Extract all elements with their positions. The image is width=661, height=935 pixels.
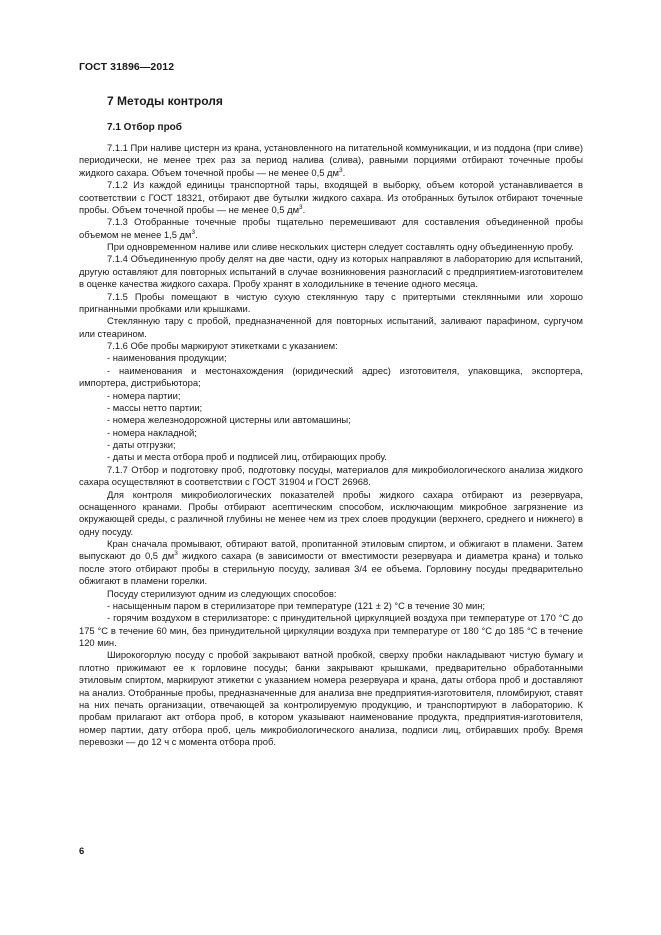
paragraph: 7.1.5 Пробы помещают в чистую сухую стеклянную тару с притертыми стеклянными или хорошо пригнанными пробками или крышками.: [79, 290, 583, 314]
list-item: - номера накладной;: [107, 426, 197, 438]
paragraph: 7.1.4 Объединенную пробу делят на две части, одну из которых направляют в лабораторию для испытаний, другую оставляют для повторных испытаний в случае возникновения разногласий с предприятием-изготовителем в оценке качества жидкого сахара. Пробу хранят в холодильнике в течение одного месяца.: [79, 253, 583, 290]
document-header-code: ГОСТ 31896—2012: [79, 61, 175, 73]
list-item: - наименования продукции;: [107, 352, 227, 364]
document-body: [79, 142, 583, 748]
paragraph: 7.1.6 Обе пробы маркируют этикетками с указанием:: [107, 340, 338, 351]
paragraph: Для контроля микробиологических показателей пробы жидкого сахара отбирают из резервуара, оснащенного кранами. Пробы отбирают асептическим способом, исключающим микробное загрязнение из окружающей среды, с различной глубины не менее чем из трех слоев продукции (верхнего, среднего и нижнего) в одну посуду.: [79, 488, 583, 537]
page-number: 6: [79, 846, 85, 857]
paragraph: 7.1.2 Из каждой единицы транспортной тары, входящей в выборку, объем которой устанавливается в соответствии с ГОСТ 18321, отбирают две бутылки жидкого сахара. Из отобранных бутылок отбирают точечные пробы. Объем точечной пробы — не менее 0,5 $дм^3$.: [79, 179, 583, 215]
list-item: - даты и места отбора проб и подписей лиц, отбирающих пробу.: [107, 451, 387, 463]
paragraph: 7.1.7 Отбор и подготовку проб, подготовку посуды, материалов для микробиологического анализа жидкого сахара осуществляют в соответствии с ГОСТ 31904 и ГОСТ 26968.: [79, 463, 583, 488]
paragraph: Широкогорлую посуду с пробой закрывают ватной пробкой, сверху пробки накладывают чистую бумагу и плотно прижимают ее к горловине посуды; банки закрывают крышками, предварительно обработанными этиловым спиртом, маркируют этикетки с указанием номера резервуара и крана, даты отбора проб и доставляют на анализ. Отобранные пробы, предназначенные для анализа вне предприятия-изготовителя, пломбируют, ставят на них печать организации, отвечающей за контролируемую продукцию, и транспортируют в лабораторию. К пробам прилагают акт отбора проб, в котором указывают наименование продукта, предприятия-изготовителя, номер партии, дату отбора проб, цель микробиологического анализа, подписи лиц, отбиравших пробу. Время перевозки — до 12 ч с момента отбора проб.: [79, 649, 583, 747]
list-item: - насыщенным паром в стерилизаторе при температуре (121 ± 2) °С в течение 30 мин;: [107, 599, 486, 611]
section-title: 7 Методы контроля: [107, 94, 223, 108]
paragraph: Посуду стерилизуют одним из следующих способов:: [107, 587, 337, 599]
subsection-title: 7.1 Отбор проб: [107, 122, 182, 133]
list-item: - номера железнодорожной цистерны или автомашины;: [107, 414, 351, 426]
list-item: - массы нетто партии;: [107, 401, 203, 413]
paragraph: Кран сначала промывают, обтирают ватой, пропитанной этиловым спиртом, и обжигают в пламени. Затем выпускают до 0,5 $дм^3$ жидкого сахара (в зависимости от вместимости резервуара и диаметра крана) и только после этого отбирают пробы в стерильную посуду, заливая 3/4 ее объема. Горловину посуды предварительно обжигают в пламени горелки.: [79, 538, 584, 587]
paragraph: 7.1.1 При наливе цистерн из крана, установленного на питательной коммуникации, и из поддона (при сливе) периодически, не менее трех раз за период налива (слива), равными порциями отбирают точечные пробы жидкого сахара. Объем точечной пробы — не менее 0,5 $дм^3$.: [79, 142, 583, 178]
list-item: - номера партии;: [107, 389, 181, 401]
paragraph: 7.1.3 Отобранные точечные пробы тщательно перемешивают для составления объединенной пробы объемом не менее 1,5 $дм^3$.: [79, 216, 583, 240]
list-item: - горячим воздухом в стерилизаторе: с принудительной циркуляцией воздуха при температуре от 170 °С до 175 °С в течение 60 мин, без принудительной циркуляции воздуха при температуре от 180 °С до 185 °С в течение 120 мин.: [79, 612, 583, 648]
list-item: - наименования и местонахождения (юридический адрес) изготовителя, упаковщика, экспортера, импортера, дистрибьютора;: [79, 364, 583, 389]
paragraph: Стеклянную тару с пробой, предназначенной для повторных испытаний, заливают парафином, сургучом или стеарином.: [79, 315, 583, 339]
paragraph: При одновременном наливе или сливе нескольких цистерн следует составлять одну объединенную пробу.: [107, 241, 574, 252]
list-item: - даты отгрузки;: [107, 439, 176, 450]
